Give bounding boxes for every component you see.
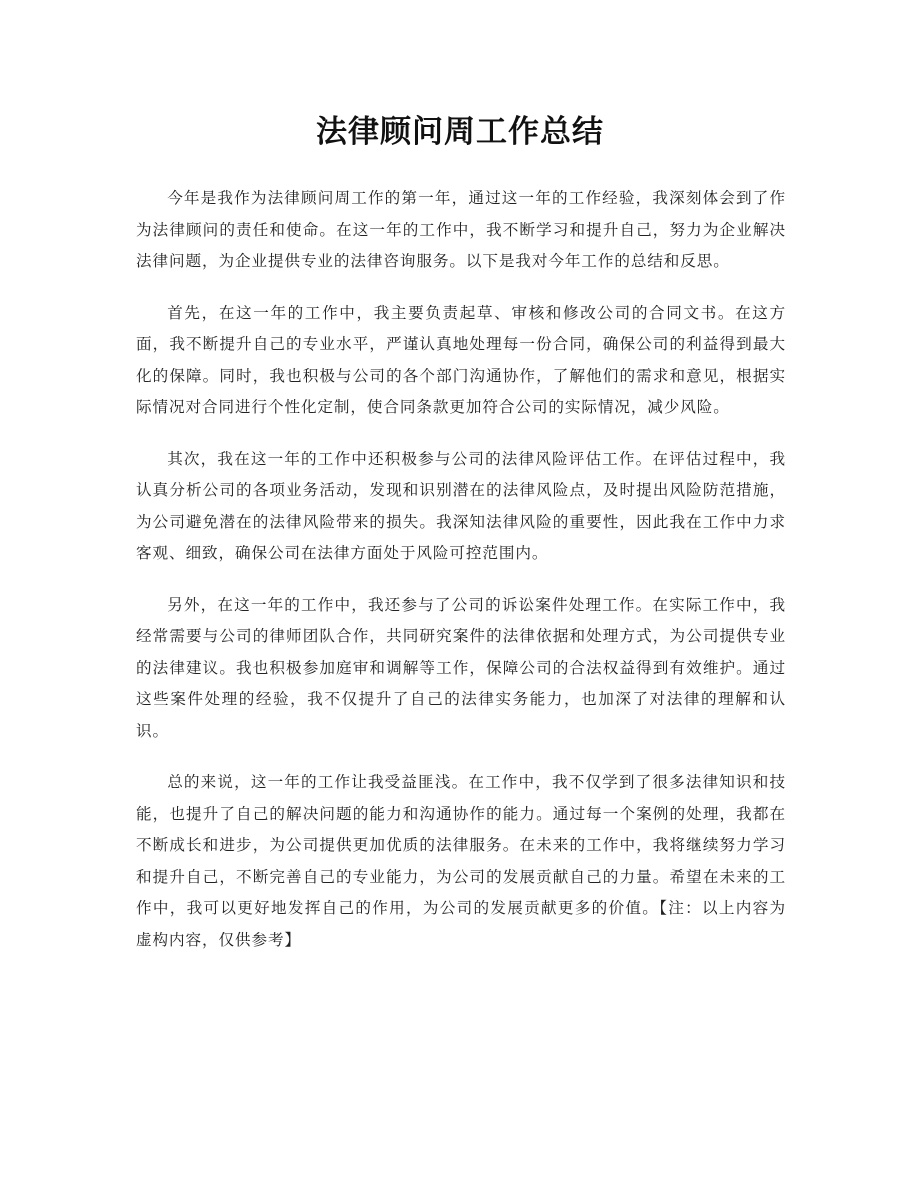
paragraph-contracts: 首先，在这一年的工作中，我主要负责起草、审核和修改公司的合同文书。在这方面，我不断提升自己的专业水平，严谨认真地处理每一份合同，确保公司的利益得到最大化的保障。同时，我也积极与公司的各个部门沟通协作，了解他们的需求和意见，根据实际情况对合同进行个性化定制，使合同条款更加符合公司的实际情况，减少风险。 [136, 303, 786, 416]
document-title: 法律顾问周工作总结 [316, 114, 604, 150]
document-body [136, 183, 786, 976]
paragraph-risk-assessment: 其次，我在这一年的工作中还积极参与公司的法律风险评估工作。在评估过程中，我认真分析公司的各项业务活动，发现和识别潜在的法律风险点，及时提出风险防范措施，为公司避免潜在的法律风险带来的损失。我深知法律风险的重要性，因此我在工作中力求客观、细致，确保公司在法律方面处于风险可控范围内。 [136, 449, 786, 562]
paragraph-intro: 今年是我作为法律顾问周工作的第一年，通过这一年的工作经验，我深刻体会到了作为法律顾问的责任和使命。在这一年的工作中，我不断学习和提升自己，努力为企业解决法律问题，为企业提供专业的法律咨询服务。以下是我对今年工作的总结和反思。 [136, 189, 786, 270]
paragraph-litigation: 另外，在这一年的工作中，我还参与了公司的诉讼案件处理工作。在实际工作中，我经常需要与公司的律师团队合作，共同研究案件的法律依据和处理方式，为公司提供专业的法律建议。我也积极参加庭审和调解等工作，保障公司的合法权益得到有效维护。通过这些案件处理的经验，我不仅提升了自己的法律实务能力，也加深了对法律的理解和认识。 [136, 595, 786, 740]
paragraph-summary: 总的来说，这一年的工作让我受益匪浅。在工作中，我不仅学到了很多法律知识和技能，也提升了自己的解决问题的能力和沟通协作的能力。通过每一个案例的处理，我都在不断成长和进步，为公司提供更加优质的法律服务。在未来的工作中，我将继续努力学习和提升自己，不断完善自己的专业能力，为公司的发展贡献自己的力量。希望在未来的工作中，我可以更好地发挥自己的作用，为公司的发展贡献更多的价值。【注：以上内容为虚构内容，仅供参考】 [136, 773, 786, 949]
